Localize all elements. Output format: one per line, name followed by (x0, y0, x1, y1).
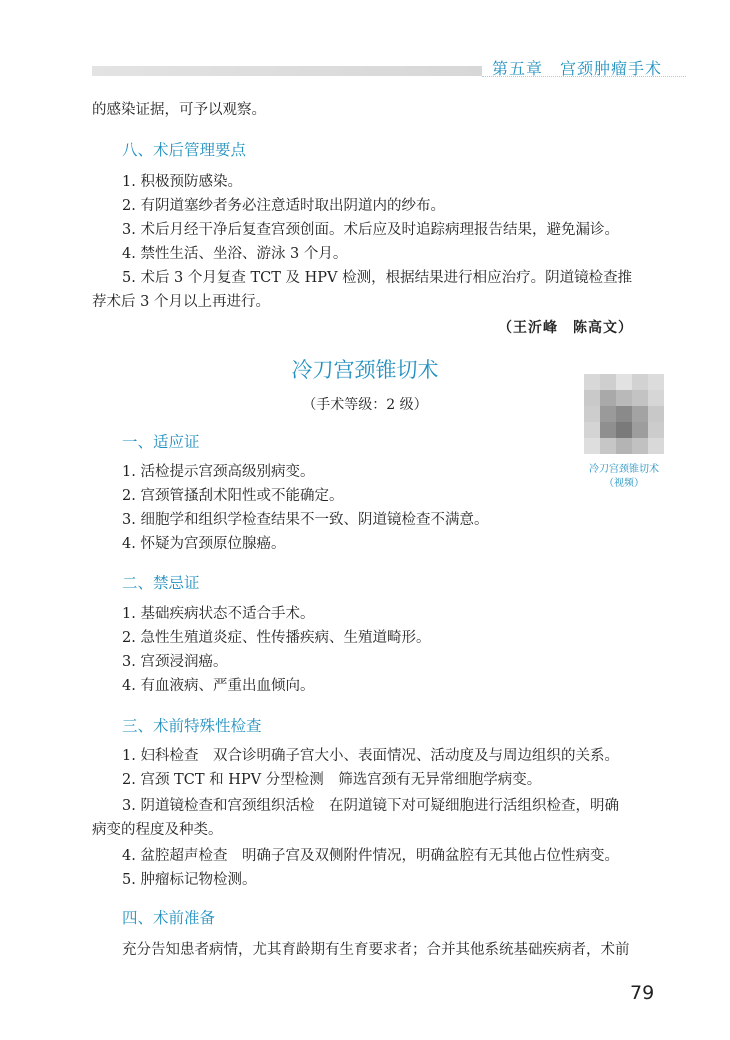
list-item-continuation: 荐术后 3 个月以上再进行。 (92, 294, 270, 310)
section-heading-2: 二、禁忌证 (122, 574, 200, 592)
list-item: 5. 术后 3 个月复查 TCT 及 HPV 检测，根据结果进行相应治疗。阴道镜检查推 (122, 270, 633, 286)
video-caption: 冷刀宫颈锥切术 （视频） (589, 464, 659, 489)
list-item: 4. 有血液病、严重出血倾向。 (122, 678, 315, 694)
list-item: 1. 妇科检查 双合诊明确子宫大小、表面情况、活动度及与周边组织的关系。 (122, 748, 619, 764)
list-item: 2. 急性生殖道炎症、性传播疾病、生殖道畸形。 (122, 630, 431, 646)
list-item: 2. 宫颈 TCT 和 HPV 分型检测 筛选宫颈有无异常细胞学病变。 (122, 772, 542, 788)
list-item: 1. 基础疾病状态不适合手术。 (122, 606, 315, 622)
intro-line: 的感染证据，可予以观察。 (92, 102, 266, 118)
video-qr-code[interactable] (584, 374, 664, 454)
authors: （王沂峰 陈高文） (498, 320, 633, 336)
section-heading-8: 八、术后管理要点 (122, 141, 247, 159)
list-item: 3. 阴道镜检查和宫颈组织活检 在阴道镜下对可疑细胞进行活组织检查，明确 (122, 798, 619, 814)
list-item: 4. 盆腔超声检查 明确子宫及双侧附件情况，明确盆腔有无其他占位性病变。 (122, 848, 619, 864)
list-item: 3. 细胞学和组织学检查结果不一致、阴道镜检查不满意。 (122, 512, 489, 528)
header-bar (92, 66, 482, 76)
list-item: 2. 有阴道塞纱者务必注意适时取出阴道内的纱布。 (122, 198, 445, 214)
list-item: 2. 宫颈管搔刮术阳性或不能确定。 (122, 488, 344, 504)
list-item-continuation: 病变的程度及种类。 (92, 822, 223, 838)
list-item: 4. 禁性生活、坐浴、游泳 3 个月。 (122, 246, 348, 262)
list-item: 4. 怀疑为宫颈原位腺癌。 (122, 536, 286, 552)
paragraph: 充分告知患者病情，尤其育龄期有生育要求者；合并其他系统基础疾病者，术前 (122, 942, 630, 958)
list-item: 5. 肿瘤标记物检测。 (122, 872, 257, 888)
section-heading-1: 一、适应证 (122, 433, 200, 451)
article-title: 冷刀宫颈锥切术 (291, 358, 439, 382)
chapter-title: 第五章 宫颈肿瘤手术 (492, 59, 663, 78)
page-number: 79 (630, 982, 655, 1004)
section-heading-3: 三、术前特殊性检查 (122, 717, 262, 735)
list-item: 3. 术后月经干净后复查宫颈创面。术后应及时追踪病理报告结果，避免漏诊。 (122, 222, 619, 238)
list-item: 3. 宫颈浸润癌。 (122, 654, 228, 670)
section-heading-4: 四、术前准备 (122, 909, 216, 927)
list-item: 1. 积极预防感染。 (122, 174, 242, 190)
list-item: 1. 活检提示宫颈高级别病变。 (122, 464, 315, 480)
surgery-grade: （手术等级：2 级） (302, 397, 428, 413)
